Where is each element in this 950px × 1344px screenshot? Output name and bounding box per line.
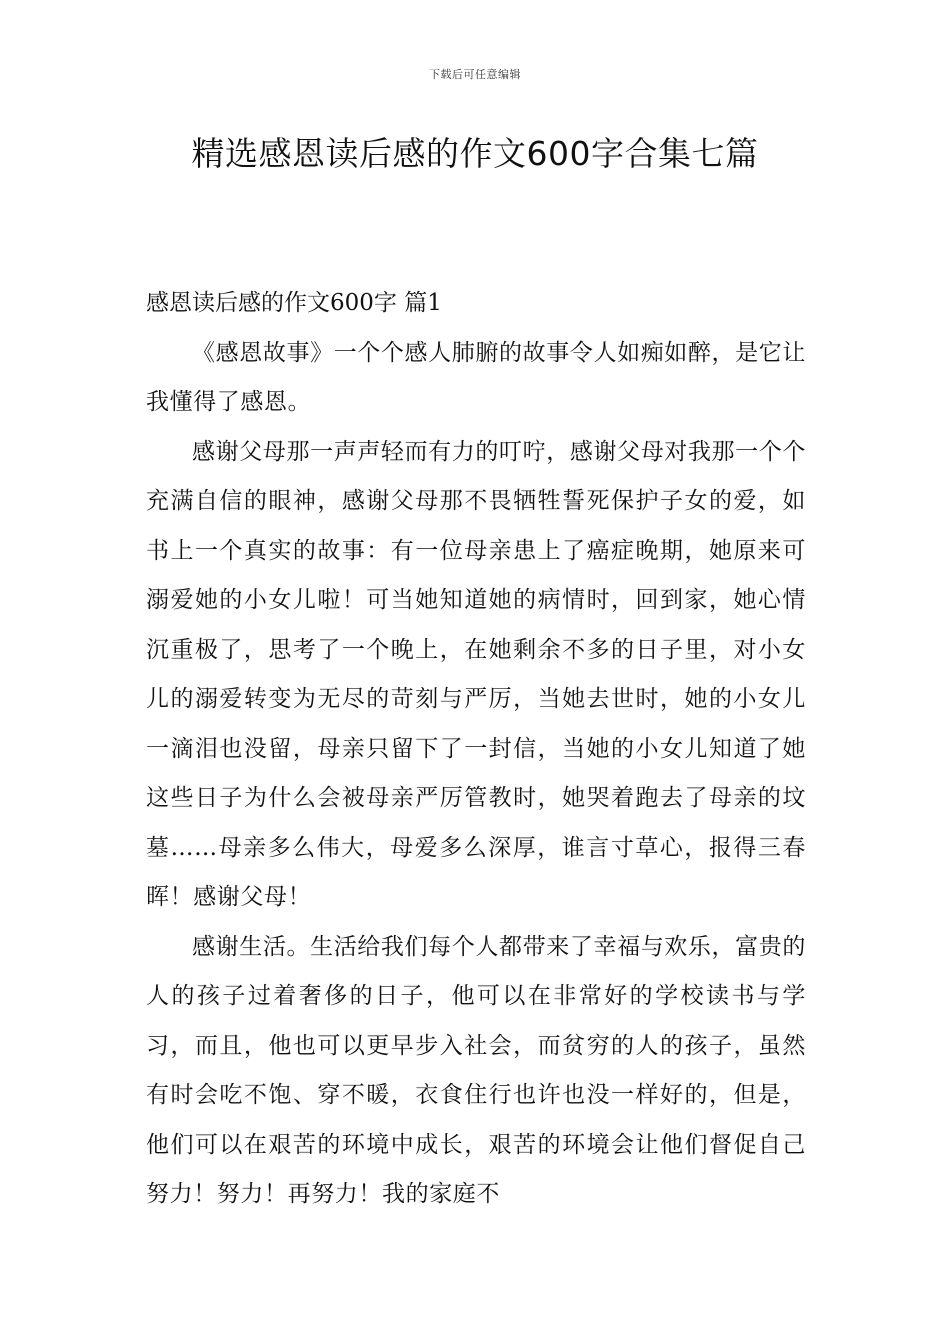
paragraph-3: 感谢生活。生活给我们每个人都带来了幸福与欢乐，富贵的人的孩子过着奢侈的日子，他可以在非常好的学校读书与学习，而且，他也可以更早步入社会，而贫穷的人的孩子，虽然有时会吃不饱、穿不暖，衣食住行也许也没一样好的，但是，他们可以在艰苦的环境中成长，艰苦的环境会让他们督促自己努力！努力！再努力！我的家庭不	[146, 933, 806, 1207]
header-note: 下载后可任意编辑	[429, 68, 521, 81]
paragraph-2: 感谢父母那一声声轻而有力的叮咛，感谢父母对我那一个个充满自信的眼神，感谢父母那不畏牺牲誓死保护子女的爱，如书上一个真实的故事：有一位母亲患上了癌症晚期，她原来可溺爱她的小女儿啦！可当她知道她的病情时，回到家，她心情沉重极了，思考了一个晚上，在她剩余不多的日子里，对小女儿的溺爱转变为无尽的苛刻与严厉，当她去世时，她的小女儿一滴泪也没留，母亲只留下了一封信，当她的小女儿知道了她这些日子为什么会被母亲严厉管教时，她哭着跑去了母亲的坟墓……母亲多么伟大，母爱多么深厚，谁言寸草心，报得三春晖！感谢父母！	[146, 438, 806, 910]
document-title: 精选感恩读后感的作文600字合集七篇	[191, 134, 759, 173]
section-heading: 感恩读后感的作文600字 篇1	[146, 290, 442, 316]
paragraph-1: 《感恩故事》一个个感人肺腑的故事令人如痴如醉，是它让我懂得了感恩。	[146, 339, 806, 415]
document-body	[146, 279, 806, 1220]
